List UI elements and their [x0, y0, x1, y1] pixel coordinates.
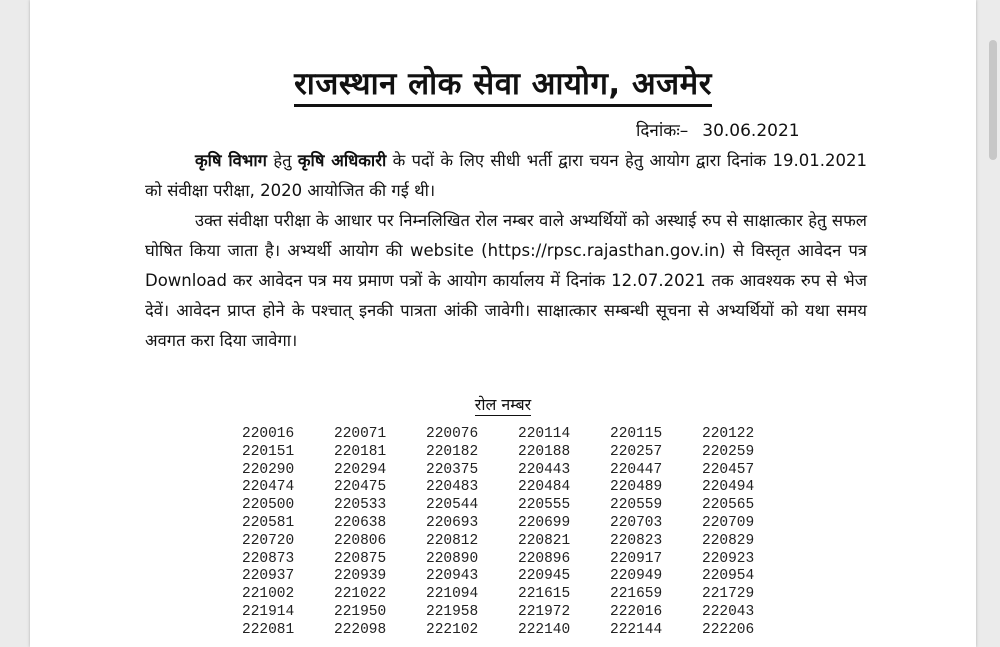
roll-number: 220447 [610, 461, 663, 478]
roll-number: 221914 [242, 603, 295, 620]
roll-number: 221950 [334, 603, 387, 620]
roll-number: 220873 [242, 550, 295, 567]
roll-number: 220923 [702, 550, 755, 567]
roll-number: 220943 [426, 568, 479, 585]
roll-number: 221002 [242, 586, 295, 603]
roll-number: 220489 [610, 479, 663, 496]
roll-number: 220823 [610, 532, 663, 549]
roll-number: 220555 [518, 497, 571, 514]
roll-number: 222102 [426, 621, 479, 638]
roll-number: 220559 [610, 497, 663, 514]
date-label: दिनांकः– [636, 121, 689, 141]
roll-number: 220016 [242, 426, 295, 442]
paragraph-2: उक्त संवीक्षा परीक्षा के आधार पर निम्नलिखित रोल नम्बर वाले अभ्यर्थियों को अस्थाई रुप से साक्षात्कार हेतु सफल घोषित किया जाता है। अभ्यर्थी आयोग की website (https://rpsc.rajasthan.gov.in) से विस्तृत आवेदन पत्र Download कर आवेदन पत्र मय प्रमाण पत्रों के आयोग कार्यालय में दिनांक 12.07.2021 तक आवश्यक रुप से भेज देवें। आवेदन प्राप्त होने के पश्चात् इनकी पात्रता आंकी जावेगी। साक्षात्कार सम्बन्धी सूचना से अभ्यर्थियों को यथा समय अवगत करा दिया जावेगा। [145, 211, 867, 350]
para1-text2: के पदों के लिए सीधी भर्ती द्वारा चयन हेतु आयोग द्वारा दिनांक 19.01.2021 को संवीक्षा परीक्षा, 2020 आयोजित की गई थी। [145, 151, 867, 200]
roll-number: 220693 [426, 514, 479, 531]
roll-number: 222098 [334, 621, 387, 638]
roll-number: 220474 [242, 479, 295, 496]
roll-number: 222140 [518, 621, 571, 638]
roll-number: 220581 [242, 514, 295, 531]
post-name: कृषि अधिकारी [297, 151, 387, 170]
table-row [242, 462, 802, 480]
roll-number: 220114 [518, 426, 571, 442]
roll-number: 220115 [610, 426, 663, 442]
table-row [242, 515, 802, 533]
roll-number-table [242, 426, 802, 640]
roll-number: 221094 [426, 586, 479, 603]
roll-number: 221615 [518, 586, 571, 603]
roll-number: 220939 [334, 568, 387, 585]
roll-number: 222043 [702, 603, 755, 620]
roll-number: 220290 [242, 461, 295, 478]
table-row [242, 551, 802, 569]
roll-number: 220122 [702, 426, 755, 442]
roll-number: 220954 [702, 568, 755, 585]
table-row [242, 479, 802, 497]
date-line [636, 118, 800, 141]
roll-number: 220375 [426, 461, 479, 478]
roll-number: 220181 [334, 443, 387, 460]
table-row [242, 604, 802, 622]
roll-number: 222081 [242, 621, 295, 638]
roll-number: 220945 [518, 568, 571, 585]
roll-number: 220949 [610, 568, 663, 585]
roll-number: 220875 [334, 550, 387, 567]
roll-number: 222144 [610, 621, 663, 638]
roll-number: 222206 [702, 621, 755, 638]
roll-number: 220638 [334, 514, 387, 531]
department-name: कृषि विभाग [195, 151, 267, 170]
roll-number: 220533 [334, 497, 387, 514]
roll-number: 220257 [610, 443, 663, 460]
table-row [242, 497, 802, 515]
roll-number: 220699 [518, 514, 571, 531]
roll-number: 221972 [518, 603, 571, 620]
roll-number: 220896 [518, 550, 571, 567]
roll-number: 220544 [426, 497, 479, 514]
roll-number: 220565 [702, 497, 755, 514]
roll-number: 220821 [518, 532, 571, 549]
roll-number: 220829 [702, 532, 755, 549]
document-title [30, 62, 976, 104]
roll-number: 220703 [610, 514, 663, 531]
roll-number: 220937 [242, 568, 295, 585]
roll-number: 220151 [242, 443, 295, 460]
roll-number: 220812 [426, 532, 479, 549]
roll-number: 220890 [426, 550, 479, 567]
title-text: राजस्थान लोक सेवा आयोग, अजमेर [294, 66, 712, 107]
roll-number: 220709 [702, 514, 755, 531]
roll-number: 220071 [334, 426, 387, 442]
para1-text1: हेतु [266, 151, 298, 170]
roll-number: 220259 [702, 443, 755, 460]
scrollbar-thumb[interactable] [989, 40, 997, 160]
roll-number-heading [30, 393, 976, 415]
roll-number: 220720 [242, 532, 295, 549]
roll-number: 221022 [334, 586, 387, 603]
date-value: 30.06.2021 [702, 121, 800, 141]
table-row [242, 568, 802, 586]
roll-number: 220076 [426, 426, 479, 442]
roll-number: 222016 [610, 603, 663, 620]
body-text [145, 146, 867, 356]
table-row [242, 622, 802, 640]
table-row [242, 426, 802, 444]
table-row [242, 444, 802, 462]
document-page [30, 0, 976, 647]
roll-number: 220484 [518, 479, 571, 496]
table-row [242, 533, 802, 551]
roll-number: 220294 [334, 461, 387, 478]
roll-number: 220188 [518, 443, 571, 460]
roll-number: 220182 [426, 443, 479, 460]
roll-number: 220475 [334, 479, 387, 496]
roll-number: 221958 [426, 603, 479, 620]
roll-number: 220483 [426, 479, 479, 496]
roll-number: 220494 [702, 479, 755, 496]
paragraph-1 [145, 146, 867, 206]
roll-number: 220500 [242, 497, 295, 514]
roll-number: 220806 [334, 532, 387, 549]
table-row [242, 586, 802, 604]
roll-number: 220917 [610, 550, 663, 567]
roll-number: 221659 [610, 586, 663, 603]
roll-number: 221729 [702, 586, 755, 603]
roll-number: 220443 [518, 461, 571, 478]
vertical-scrollbar[interactable] [986, 0, 1000, 647]
roll-number: 220457 [702, 461, 755, 478]
roll-heading-text: रोल नम्बर [474, 395, 532, 414]
